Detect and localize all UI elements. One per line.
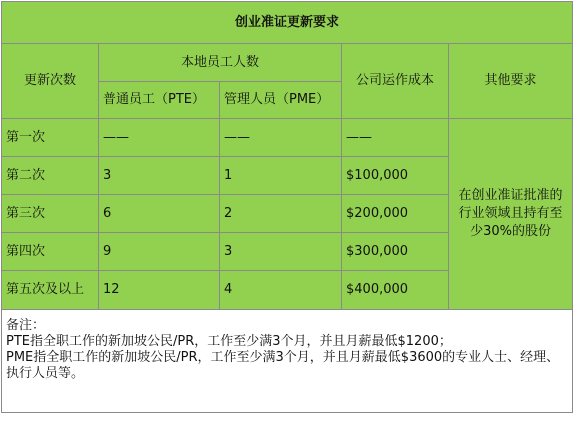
pte-cell: 12 — [99, 271, 220, 310]
notes-pte-definition: PTE指全职工作的新加坡公民/PR，工作至少满3个月，并且月薪最低$1200； — [6, 334, 452, 349]
notes-cell — [2, 310, 573, 413]
renewal-cell: 第五次及以上 — [2, 271, 99, 310]
table-row — [2, 119, 573, 157]
pme-cell: —— — [220, 119, 342, 157]
header-operating-cost: 公司运作成本 — [342, 44, 449, 119]
cost-cell: —— — [342, 119, 449, 157]
pme-cell: 3 — [220, 233, 342, 271]
notes-label: 备注： — [6, 318, 46, 333]
header-pme: 管理人员（PME） — [220, 82, 342, 119]
header-pte: 普通员工（PTE） — [99, 82, 220, 119]
renewal-cell: 第二次 — [2, 157, 99, 195]
pte-cell: —— — [99, 119, 220, 157]
pte-cell: 9 — [99, 233, 220, 271]
header-renewal-count: 更新次数 — [2, 44, 99, 119]
header-row-1 — [2, 44, 573, 82]
pte-cell: 6 — [99, 195, 220, 233]
renewal-requirements-table — [1, 1, 573, 413]
cost-cell: $300,000 — [342, 233, 449, 271]
header-other-requirements: 其他要求 — [449, 44, 573, 119]
cost-cell: $200,000 — [342, 195, 449, 233]
notes-pme-definition: PME指全职工作的新加坡公民/PR，工作至少满3个月，并且月薪最低$3600的专业人士、经理、执行人员等。 — [6, 350, 560, 381]
renewal-cell: 第一次 — [2, 119, 99, 157]
title-row — [2, 2, 573, 44]
renewal-cell: 第三次 — [2, 195, 99, 233]
cost-cell: $400,000 — [342, 271, 449, 310]
table-title: 创业准证更新要求 — [2, 2, 573, 44]
pme-cell: 1 — [220, 157, 342, 195]
pme-cell: 2 — [220, 195, 342, 233]
header-local-staff: 本地员工人数 — [99, 44, 342, 82]
renewal-cell: 第四次 — [2, 233, 99, 271]
notes-row — [2, 310, 573, 413]
pte-cell: 3 — [99, 157, 220, 195]
cost-cell: $100,000 — [342, 157, 449, 195]
pme-cell: 4 — [220, 271, 342, 310]
other-requirement-cell: 在创业准证批准的行业领域且持有至少30%的股份 — [449, 119, 573, 310]
